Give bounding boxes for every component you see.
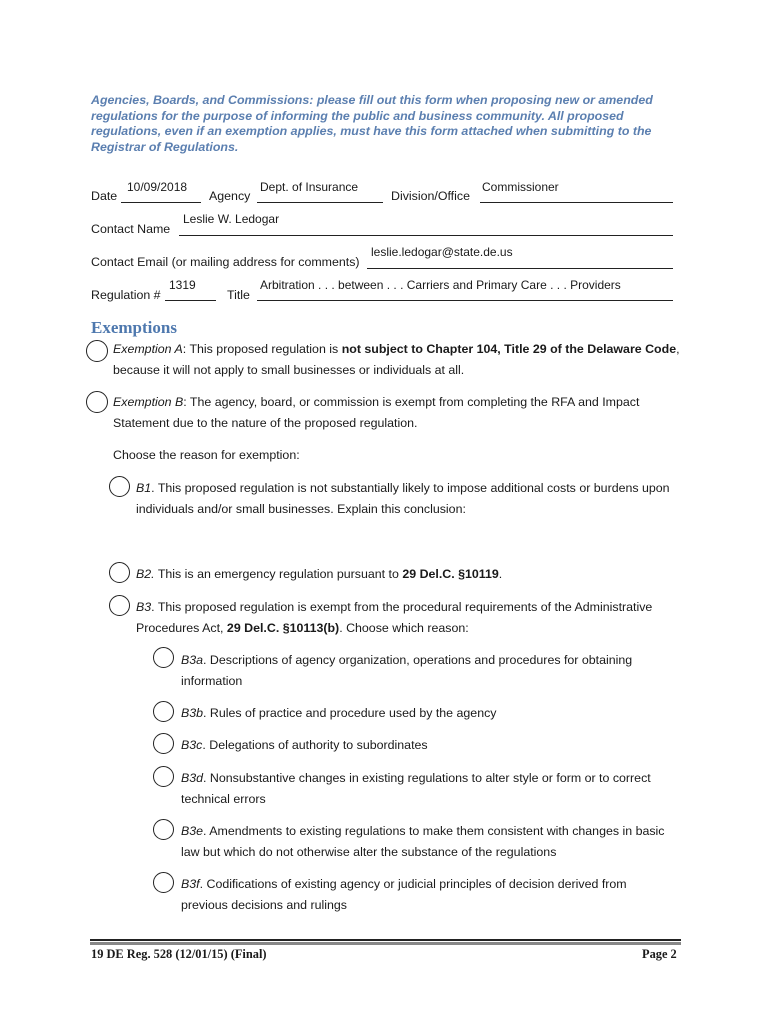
- b3e-desc: . Amendments to existing regulations to make them consistent with changes in basic law but which do not otherwise alter the substance of the regulations: [181, 824, 665, 859]
- contact-email-field[interactable]: [367, 268, 673, 269]
- b1-desc: . This proposed regulation is not substantially likely to impose additional costs or burdens upon individuals and/or small businesses. Explain this conclusion:: [136, 481, 670, 516]
- regulation-value: 1319: [169, 278, 196, 292]
- exemption-a-pre: : This proposed regulation is: [182, 342, 342, 356]
- exemption-b-desc: : The agency, board, or commission is exempt from completing the RFA and Impact Statement due to the nature of the proposed regulation.: [113, 395, 640, 430]
- b1-text: [136, 478, 676, 519]
- b3f-name: B3f: [181, 877, 200, 891]
- b3b-name: B3b: [181, 706, 204, 720]
- contact-email-value: leslie.ledogar@state.de.us: [371, 245, 513, 259]
- contact-email-label: Contact Email (or mailing address for comments): [91, 255, 360, 269]
- date-value: 10/09/2018: [127, 180, 188, 194]
- exemption-a-text: [113, 339, 688, 380]
- exemption-b-name: Exemption B: [113, 395, 184, 409]
- exemptions-heading: Exemptions: [91, 318, 177, 337]
- footer-rule: [90, 939, 681, 941]
- exemption-a-post: , because it will not apply to small businesses or individuals at all.: [113, 342, 680, 377]
- agency-label: Agency: [209, 189, 251, 203]
- b3b-text: [181, 703, 671, 724]
- b3-name: B3: [136, 600, 152, 614]
- b3-text: [136, 597, 681, 638]
- regulation-field[interactable]: [165, 300, 216, 301]
- b3-post: . Choose which reason:: [339, 620, 469, 635]
- b2-pre: This is an emergency regulation pursuant to: [154, 567, 403, 581]
- b3c-desc: . Delegations of authority to subordinates: [202, 738, 428, 752]
- b3e-radio[interactable]: [153, 819, 174, 840]
- exemption-a-radio[interactable]: [86, 340, 108, 362]
- date-field[interactable]: [121, 202, 201, 203]
- b3f-radio[interactable]: [153, 872, 174, 893]
- b3c-radio[interactable]: [153, 733, 174, 754]
- b3d-desc: . Nonsubstantive changes in existing regulations to alter style or form or to correct technical errors: [181, 771, 651, 806]
- b3a-text: [181, 650, 671, 691]
- b2-text: [136, 564, 676, 585]
- footer-citation: 19 DE Reg. 528 (12/01/15) (Final): [91, 947, 267, 961]
- title-field[interactable]: [257, 300, 673, 301]
- division-field[interactable]: [480, 202, 673, 203]
- b2-name: B2.: [136, 567, 155, 581]
- agency-value: Dept. of Insurance: [260, 180, 359, 194]
- agency-field[interactable]: [257, 202, 383, 203]
- regulation-label: Regulation #: [91, 288, 161, 302]
- exemption-a-bold: not subject to Chapter 104, Title 29 of the Delaware Code: [341, 342, 677, 356]
- intro-instructions: Agencies, Boards, and Commissions: please fill out this form when proposing new or amended regulations for the purpose of informing the public and business community. All proposed regulations, even if an exemption applies, must have this form attached when submitting to the Registrar of Regulations.: [91, 93, 653, 154]
- b3a-radio[interactable]: [153, 647, 174, 668]
- division-value: Commissioner: [482, 180, 559, 194]
- b3b-desc: . Rules of practice and procedure used by the agency: [203, 706, 497, 720]
- b3c-name: B3c: [181, 738, 203, 752]
- b2-radio[interactable]: [109, 562, 130, 583]
- b3d-radio[interactable]: [153, 766, 174, 787]
- b3a-desc: . Descriptions of agency organization, operations and procedures for obtaining information: [181, 653, 633, 688]
- b2-bold: 29 Del.C. §10119: [402, 567, 499, 581]
- b3-radio[interactable]: [109, 595, 130, 616]
- b3c-text: [181, 735, 671, 756]
- contact-name-field[interactable]: [179, 235, 673, 236]
- exemption-b-text: [113, 392, 673, 433]
- b3-pre: . This proposed regulation is exempt from the procedural requirements of the Administrative Procedures Act,: [136, 600, 653, 635]
- b3-bold: 29 Del.C. §10113(b): [226, 620, 340, 635]
- b3b-radio[interactable]: [153, 701, 174, 722]
- title-label: Title: [227, 288, 250, 302]
- b1-name: B1: [136, 481, 152, 495]
- footer-rule-shadow: [90, 942, 681, 945]
- b3d-name: B3d: [181, 771, 204, 785]
- division-label: Division/Office: [391, 189, 470, 203]
- b3e-name: B3e: [181, 824, 204, 838]
- date-label: Date: [91, 189, 118, 203]
- b1-radio[interactable]: [109, 476, 130, 497]
- contact-name-value: Leslie W. Ledogar: [183, 212, 280, 226]
- b3d-text: [181, 768, 671, 809]
- footer-page-number: Page 2: [642, 947, 677, 961]
- b3e-text: [181, 821, 681, 862]
- title-value: Arbitration . . . between . . . Carriers and Primary Care . . . Providers: [260, 278, 621, 292]
- contact-name-label: Contact Name: [91, 222, 171, 236]
- b3f-text: [181, 874, 671, 915]
- exemption-a-name: Exemption A: [113, 342, 183, 356]
- b3f-desc: . Codifications of existing agency or judicial principles of decision derived from previous decisions and rulings: [181, 877, 627, 912]
- choose-reason-text: Choose the reason for exemption:: [113, 448, 300, 462]
- b3a-name: B3a: [181, 653, 204, 667]
- b2-post: .: [498, 567, 503, 581]
- exemption-b-radio[interactable]: [86, 391, 108, 413]
